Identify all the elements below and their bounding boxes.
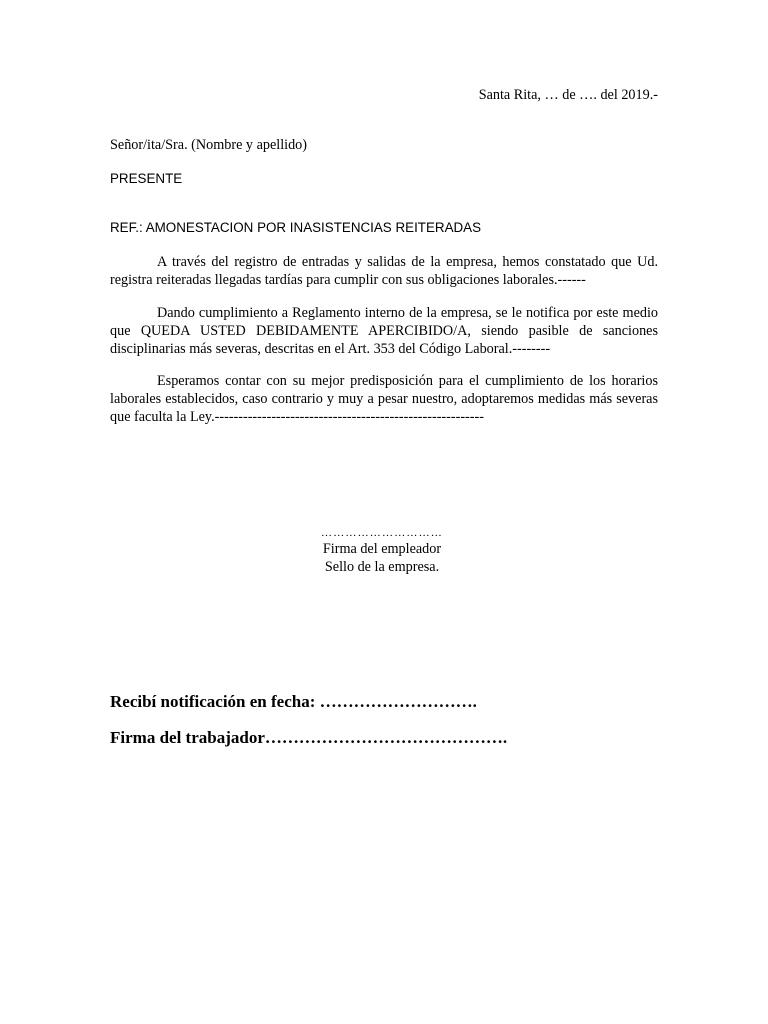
signature-dotted-line: ………………………… <box>321 527 443 539</box>
body-paragraph: Esperamos contar con su mejor predisposición para el cumplimiento de los horarios laborales establecidos, caso contrario y muy a pesar nuestro, adoptaremos medidas más severas que faculta la Ley.--------------------------------------------------------- <box>110 373 658 425</box>
date-line: Santa Rita, … de …. del 2019.- <box>478 87 658 103</box>
employer-signature-label: Firma del empleador <box>322 541 442 557</box>
company-stamp-label: Sello de la empresa. <box>324 559 440 575</box>
employer-signature-block <box>232 526 532 576</box>
body-paragraph: A través del registro de entradas y salidas de la empresa, hemos constatado que Ud. registra reiteradas llegadas tardías para cumplir con sus obligaciones laborales.------ <box>110 254 658 288</box>
presente-line: PRESENTE <box>110 171 183 186</box>
receipt-date-line: Recibí notificación en fecha: ………………………. <box>110 692 477 711</box>
recipient-line: Señor/ita/Sra. (Nombre y apellido) <box>110 137 307 153</box>
reference-line: REF.: AMONESTACION POR INASISTENCIAS REITERADAS <box>110 220 482 235</box>
worker-signature-line: Firma del trabajador……………………………………. <box>110 728 508 747</box>
body-paragraph: Dando cumplimiento a Reglamento interno de la empresa, se le notifica por este medio que QUEDA USTED DEBIDAMENTE APERCIBIDO/A, siendo pasible de sanciones disciplinarias más severas, descritas en el Art. 353 del Código Laboral.-------- <box>110 305 658 357</box>
